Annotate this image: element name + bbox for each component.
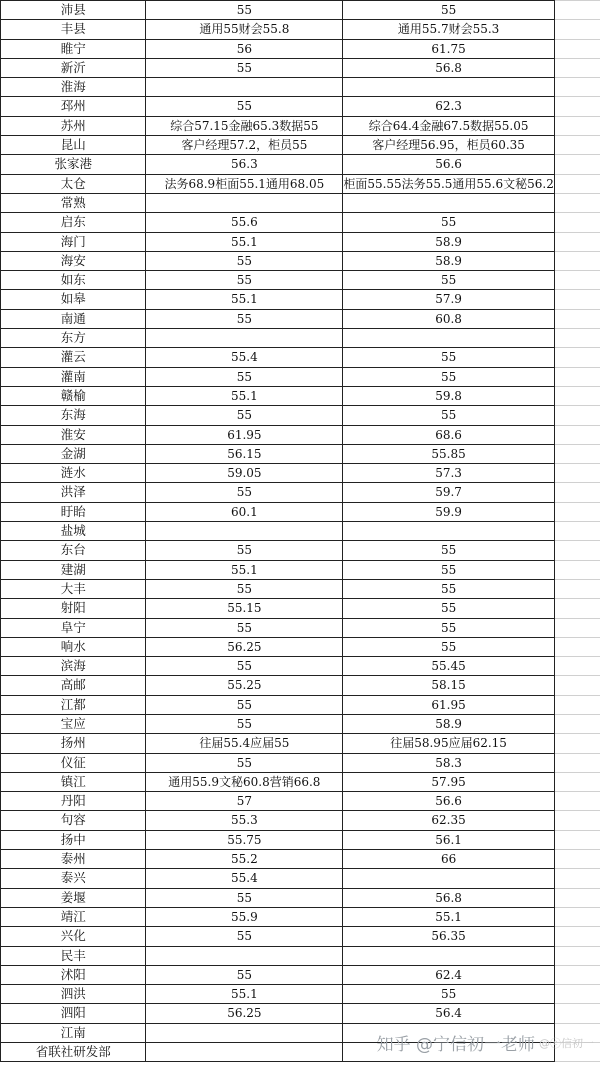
score-cell-b: 61.95 — [343, 695, 555, 714]
empty-cell — [554, 599, 600, 618]
empty-cell — [554, 792, 600, 811]
empty-cell — [554, 830, 600, 849]
score-cell-b: 56.35 — [343, 927, 555, 946]
empty-cell — [554, 676, 600, 695]
table-row — [1, 965, 600, 984]
city-cell: 射阳 — [1, 599, 146, 618]
table-row — [1, 522, 600, 541]
empty-cell — [554, 811, 600, 830]
table-row — [1, 676, 600, 695]
city-cell: 盐城 — [1, 522, 146, 541]
empty-cell — [554, 522, 600, 541]
score-cell-a: 55.1 — [146, 290, 343, 309]
score-cell-a: 55 — [146, 753, 343, 772]
table-row — [1, 193, 600, 212]
city-cell: 常熟 — [1, 193, 146, 212]
score-cell-b: 55 — [343, 406, 555, 425]
score-cell-b: 55.1 — [343, 907, 555, 926]
weibo-watermark: @ⓔ信初一 — [539, 1036, 594, 1050]
city-cell: 扬州 — [1, 734, 146, 753]
city-cell: 泗阳 — [1, 1004, 146, 1023]
city-cell: 沛县 — [1, 1, 146, 20]
score-cell-b: 56.1 — [343, 830, 555, 849]
score-cell-a: 57 — [146, 792, 343, 811]
table-row — [1, 58, 600, 77]
empty-cell — [554, 213, 600, 232]
city-cell: 邳州 — [1, 97, 146, 116]
empty-cell — [554, 193, 600, 212]
score-cell-b: 55 — [343, 367, 555, 386]
city-cell: 盱眙 — [1, 502, 146, 521]
empty-cell — [554, 695, 600, 714]
city-cell: 赣榆 — [1, 386, 146, 405]
score-cell-a: 55.1 — [146, 560, 343, 579]
score-cell-b — [343, 329, 555, 348]
score-cell-b: 58.9 — [343, 714, 555, 733]
table-row — [1, 290, 600, 309]
table-row — [1, 386, 600, 405]
table-row — [1, 1, 600, 20]
table-row — [1, 792, 600, 811]
city-cell: 淮海 — [1, 78, 146, 97]
table-row — [1, 579, 600, 598]
empty-cell — [554, 251, 600, 270]
table-row — [1, 425, 600, 444]
table-row — [1, 907, 600, 926]
empty-cell — [554, 97, 600, 116]
score-cell-a: 55.4 — [146, 348, 343, 367]
score-cell-b: 55 — [343, 579, 555, 598]
empty-cell — [554, 985, 600, 1004]
score-cell-a: 往届55.4应届55 — [146, 734, 343, 753]
score-cell-b: 58.9 — [343, 251, 555, 270]
score-cell-a: 55 — [146, 965, 343, 984]
empty-cell — [554, 232, 600, 251]
score-cell-a: 55 — [146, 97, 343, 116]
table-row — [1, 618, 600, 637]
score-cell-b: 柜面55.55法务55.5通用55.6文秘56.2 — [343, 174, 555, 193]
score-cell-b: 59.8 — [343, 386, 555, 405]
empty-cell — [554, 1004, 600, 1023]
score-cell-a: 55.6 — [146, 213, 343, 232]
table-row — [1, 811, 600, 830]
score-cell-b: 57.9 — [343, 290, 555, 309]
table-row — [1, 657, 600, 676]
city-cell: 睢宁 — [1, 39, 146, 58]
empty-cell — [554, 464, 600, 483]
score-cell-b: 55 — [343, 271, 555, 290]
score-cell-a — [146, 329, 343, 348]
city-cell: 南通 — [1, 309, 146, 328]
empty-cell — [554, 657, 600, 676]
table-row — [1, 155, 600, 174]
city-cell: 大丰 — [1, 579, 146, 598]
score-cell-b: 61.75 — [343, 39, 555, 58]
score-cell-a: 综合57.15金融65.3数据55 — [146, 116, 343, 135]
score-cell-b: 55 — [343, 348, 555, 367]
table-row — [1, 927, 600, 946]
table-row — [1, 464, 600, 483]
score-cell-b — [343, 522, 555, 541]
score-cell-a: 55 — [146, 309, 343, 328]
city-cell: 东方 — [1, 329, 146, 348]
empty-cell — [554, 20, 600, 39]
table-row — [1, 560, 600, 579]
score-cell-b: 60.8 — [343, 309, 555, 328]
score-cell-a: 55 — [146, 541, 343, 560]
city-cell: 建湖 — [1, 560, 146, 579]
score-cell-a: 55 — [146, 58, 343, 77]
score-cell-b: 56.6 — [343, 792, 555, 811]
empty-cell — [554, 502, 600, 521]
empty-cell — [554, 772, 600, 791]
empty-cell — [554, 560, 600, 579]
city-cell: 靖江 — [1, 907, 146, 926]
city-cell: 仪征 — [1, 753, 146, 772]
city-cell: 海安 — [1, 251, 146, 270]
city-cell: 灌南 — [1, 367, 146, 386]
score-cell-a: 56 — [146, 39, 343, 58]
city-cell: 宝应 — [1, 714, 146, 733]
score-cell-b: 55.45 — [343, 657, 555, 676]
table-row — [1, 1004, 600, 1023]
score-cell-a: 55.1 — [146, 232, 343, 251]
empty-cell — [554, 618, 600, 637]
empty-cell — [554, 174, 600, 193]
score-cell-b: 56.4 — [343, 1004, 555, 1023]
table-row — [1, 232, 600, 251]
empty-cell — [554, 637, 600, 656]
city-cell: 东台 — [1, 541, 146, 560]
table-row — [1, 309, 600, 328]
table-row — [1, 116, 600, 135]
city-cell: 省联社研发部 — [1, 1043, 146, 1062]
score-cell-a: 55.3 — [146, 811, 343, 830]
table-row — [1, 734, 600, 753]
city-cell: 洪泽 — [1, 483, 146, 502]
score-cell-b: 59.7 — [343, 483, 555, 502]
city-cell: 苏州 — [1, 116, 146, 135]
city-cell: 丰县 — [1, 20, 146, 39]
city-cell: 江都 — [1, 695, 146, 714]
score-cell-a: 55.9 — [146, 907, 343, 926]
table-row — [1, 714, 600, 733]
city-cell: 泰兴 — [1, 869, 146, 888]
empty-cell — [554, 290, 600, 309]
empty-cell — [554, 483, 600, 502]
empty-cell — [554, 444, 600, 463]
city-cell: 丹阳 — [1, 792, 146, 811]
score-cell-a: 55 — [146, 271, 343, 290]
city-cell: 滨海 — [1, 657, 146, 676]
score-cell-a: 56.15 — [146, 444, 343, 463]
score-cell-a: 55 — [146, 927, 343, 946]
score-cell-a: 55 — [146, 657, 343, 676]
empty-cell — [554, 39, 600, 58]
score-cell-a — [146, 1043, 343, 1062]
score-cell-a: 55 — [146, 714, 343, 733]
score-cell-a: 55.15 — [146, 599, 343, 618]
city-cell: 句容 — [1, 811, 146, 830]
city-cell: 昆山 — [1, 136, 146, 155]
score-cell-b: 56.6 — [343, 155, 555, 174]
empty-cell — [554, 946, 600, 965]
score-cell-a — [146, 522, 343, 541]
table-row — [1, 213, 600, 232]
empty-cell — [554, 965, 600, 984]
table-row — [1, 251, 600, 270]
city-cell: 如皋 — [1, 290, 146, 309]
score-cell-b — [343, 869, 555, 888]
score-cell-b: 55 — [343, 985, 555, 1004]
city-cell: 阜宁 — [1, 618, 146, 637]
empty-cell — [554, 579, 600, 598]
score-cell-b — [343, 78, 555, 97]
score-cell-a: 60.1 — [146, 502, 343, 521]
empty-cell — [554, 406, 600, 425]
score-cell-b: 58.3 — [343, 753, 555, 772]
score-cell-b: 55 — [343, 1, 555, 20]
score-cell-b: 55 — [343, 560, 555, 579]
city-cell: 淮安 — [1, 425, 146, 444]
city-cell: 镇江 — [1, 772, 146, 791]
city-cell: 兴化 — [1, 927, 146, 946]
city-cell: 泗洪 — [1, 985, 146, 1004]
empty-cell — [554, 888, 600, 907]
score-cell-b: 55 — [343, 541, 555, 560]
empty-cell — [554, 367, 600, 386]
score-cell-b: 55 — [343, 599, 555, 618]
table-row — [1, 695, 600, 714]
empty-cell — [554, 271, 600, 290]
score-cell-b: 客户经理56.95，柜员60.35 — [343, 136, 555, 155]
score-cell-a: 59.05 — [146, 464, 343, 483]
empty-cell — [554, 1, 600, 20]
score-cell-b: 55.85 — [343, 444, 555, 463]
table-row — [1, 367, 600, 386]
table-row — [1, 483, 600, 502]
score-cell-a: 55 — [146, 888, 343, 907]
score-cell-b — [343, 946, 555, 965]
city-cell: 民丰 — [1, 946, 146, 965]
table-row — [1, 20, 600, 39]
score-cell-a: 客户经理57.2，柜员55 — [146, 136, 343, 155]
score-cell-a: 55 — [146, 406, 343, 425]
table-row — [1, 444, 600, 463]
score-cell-a: 通用55.9文秘60.8营销66.8 — [146, 772, 343, 791]
score-cell-a: 56.25 — [146, 1004, 343, 1023]
score-cell-b: 通用55.7财会55.3 — [343, 20, 555, 39]
score-cell-b: 55 — [343, 637, 555, 656]
empty-cell — [554, 714, 600, 733]
score-cell-a: 55 — [146, 483, 343, 502]
empty-cell — [554, 753, 600, 772]
table-row — [1, 97, 600, 116]
score-cell-a: 法务68.9柜面55.1通用68.05 — [146, 174, 343, 193]
city-cell: 金湖 — [1, 444, 146, 463]
score-cell-a: 55 — [146, 579, 343, 598]
table-row — [1, 39, 600, 58]
score-cell-b: 62.4 — [343, 965, 555, 984]
score-cell-b: 57.3 — [343, 464, 555, 483]
score-cell-b: 59.9 — [343, 502, 555, 521]
table-row — [1, 271, 600, 290]
empty-cell — [554, 386, 600, 405]
score-cell-b: 56.8 — [343, 888, 555, 907]
empty-cell — [554, 734, 600, 753]
score-cell-b: 66 — [343, 850, 555, 869]
city-cell: 如东 — [1, 271, 146, 290]
score-cell-b: 55 — [343, 618, 555, 637]
score-cell-a — [146, 78, 343, 97]
score-cell-b: 62.3 — [343, 97, 555, 116]
table-row — [1, 541, 600, 560]
table-row — [1, 985, 600, 1004]
table-row — [1, 637, 600, 656]
city-cell: 东海 — [1, 406, 146, 425]
empty-cell — [554, 78, 600, 97]
city-cell: 新沂 — [1, 58, 146, 77]
table-row — [1, 869, 600, 888]
score-cell-a: 55 — [146, 695, 343, 714]
empty-cell — [554, 541, 600, 560]
score-cell-a: 55.75 — [146, 830, 343, 849]
city-cell: 沭阳 — [1, 965, 146, 984]
table-row — [1, 329, 600, 348]
city-cell: 涟水 — [1, 464, 146, 483]
city-cell: 泰州 — [1, 850, 146, 869]
city-cell: 江南 — [1, 1023, 146, 1042]
table-row — [1, 753, 600, 772]
score-cell-a: 55 — [146, 618, 343, 637]
table-row — [1, 406, 600, 425]
score-cell-b: 58.9 — [343, 232, 555, 251]
table-row — [1, 348, 600, 367]
score-cell-a: 55 — [146, 1, 343, 20]
score-cell-a: 56.25 — [146, 637, 343, 656]
city-cell: 海门 — [1, 232, 146, 251]
score-cell-a: 55.25 — [146, 676, 343, 695]
score-cell-b: 62.35 — [343, 811, 555, 830]
empty-cell — [554, 907, 600, 926]
score-cell-b: 58.15 — [343, 676, 555, 695]
score-cell-a: 56.3 — [146, 155, 343, 174]
empty-cell — [554, 850, 600, 869]
empty-cell — [554, 116, 600, 135]
city-cell: 扬中 — [1, 830, 146, 849]
score-cell-b: 往届58.95应届62.15 — [343, 734, 555, 753]
table-row — [1, 78, 600, 97]
city-cell: 灌云 — [1, 348, 146, 367]
table-row — [1, 174, 600, 193]
empty-cell — [554, 329, 600, 348]
watermark-text: 知乎 @宁信初一老师 — [376, 1035, 535, 1055]
empty-cell — [554, 425, 600, 444]
score-cell-b: 55 — [343, 213, 555, 232]
score-cell-a — [146, 946, 343, 965]
watermark — [377, 1030, 594, 1055]
empty-cell — [554, 869, 600, 888]
score-cell-a: 55 — [146, 367, 343, 386]
empty-cell — [554, 927, 600, 946]
table-row — [1, 772, 600, 791]
score-cell-a — [146, 1023, 343, 1042]
empty-cell — [554, 58, 600, 77]
empty-cell — [554, 309, 600, 328]
table-row — [1, 946, 600, 965]
score-cell-a: 61.95 — [146, 425, 343, 444]
score-cell-a: 通用55财会55.8 — [146, 20, 343, 39]
city-cell: 响水 — [1, 637, 146, 656]
empty-cell — [554, 348, 600, 367]
city-cell: 太仓 — [1, 174, 146, 193]
city-cell: 高邮 — [1, 676, 146, 695]
score-cell-a: 55 — [146, 251, 343, 270]
table-row — [1, 830, 600, 849]
table-row — [1, 850, 600, 869]
empty-cell — [554, 155, 600, 174]
score-cell-b: 综合64.4金融67.5数据55.05 — [343, 116, 555, 135]
score-cell-a: 55.2 — [146, 850, 343, 869]
score-cell-a — [146, 193, 343, 212]
score-cell-b: 68.6 — [343, 425, 555, 444]
city-cell: 启东 — [1, 213, 146, 232]
table-row — [1, 502, 600, 521]
city-cell: 张家港 — [1, 155, 146, 174]
score-cell-b: 57.95 — [343, 772, 555, 791]
empty-cell — [554, 136, 600, 155]
table-row — [1, 136, 600, 155]
score-cell-b: 56.8 — [343, 58, 555, 77]
score-cell-b — [343, 193, 555, 212]
score-cell-a: 55.1 — [146, 985, 343, 1004]
city-cell: 姜堰 — [1, 888, 146, 907]
score-cell-a: 55.4 — [146, 869, 343, 888]
table-row — [1, 888, 600, 907]
table-row — [1, 599, 600, 618]
score-cell-a: 55.1 — [146, 386, 343, 405]
